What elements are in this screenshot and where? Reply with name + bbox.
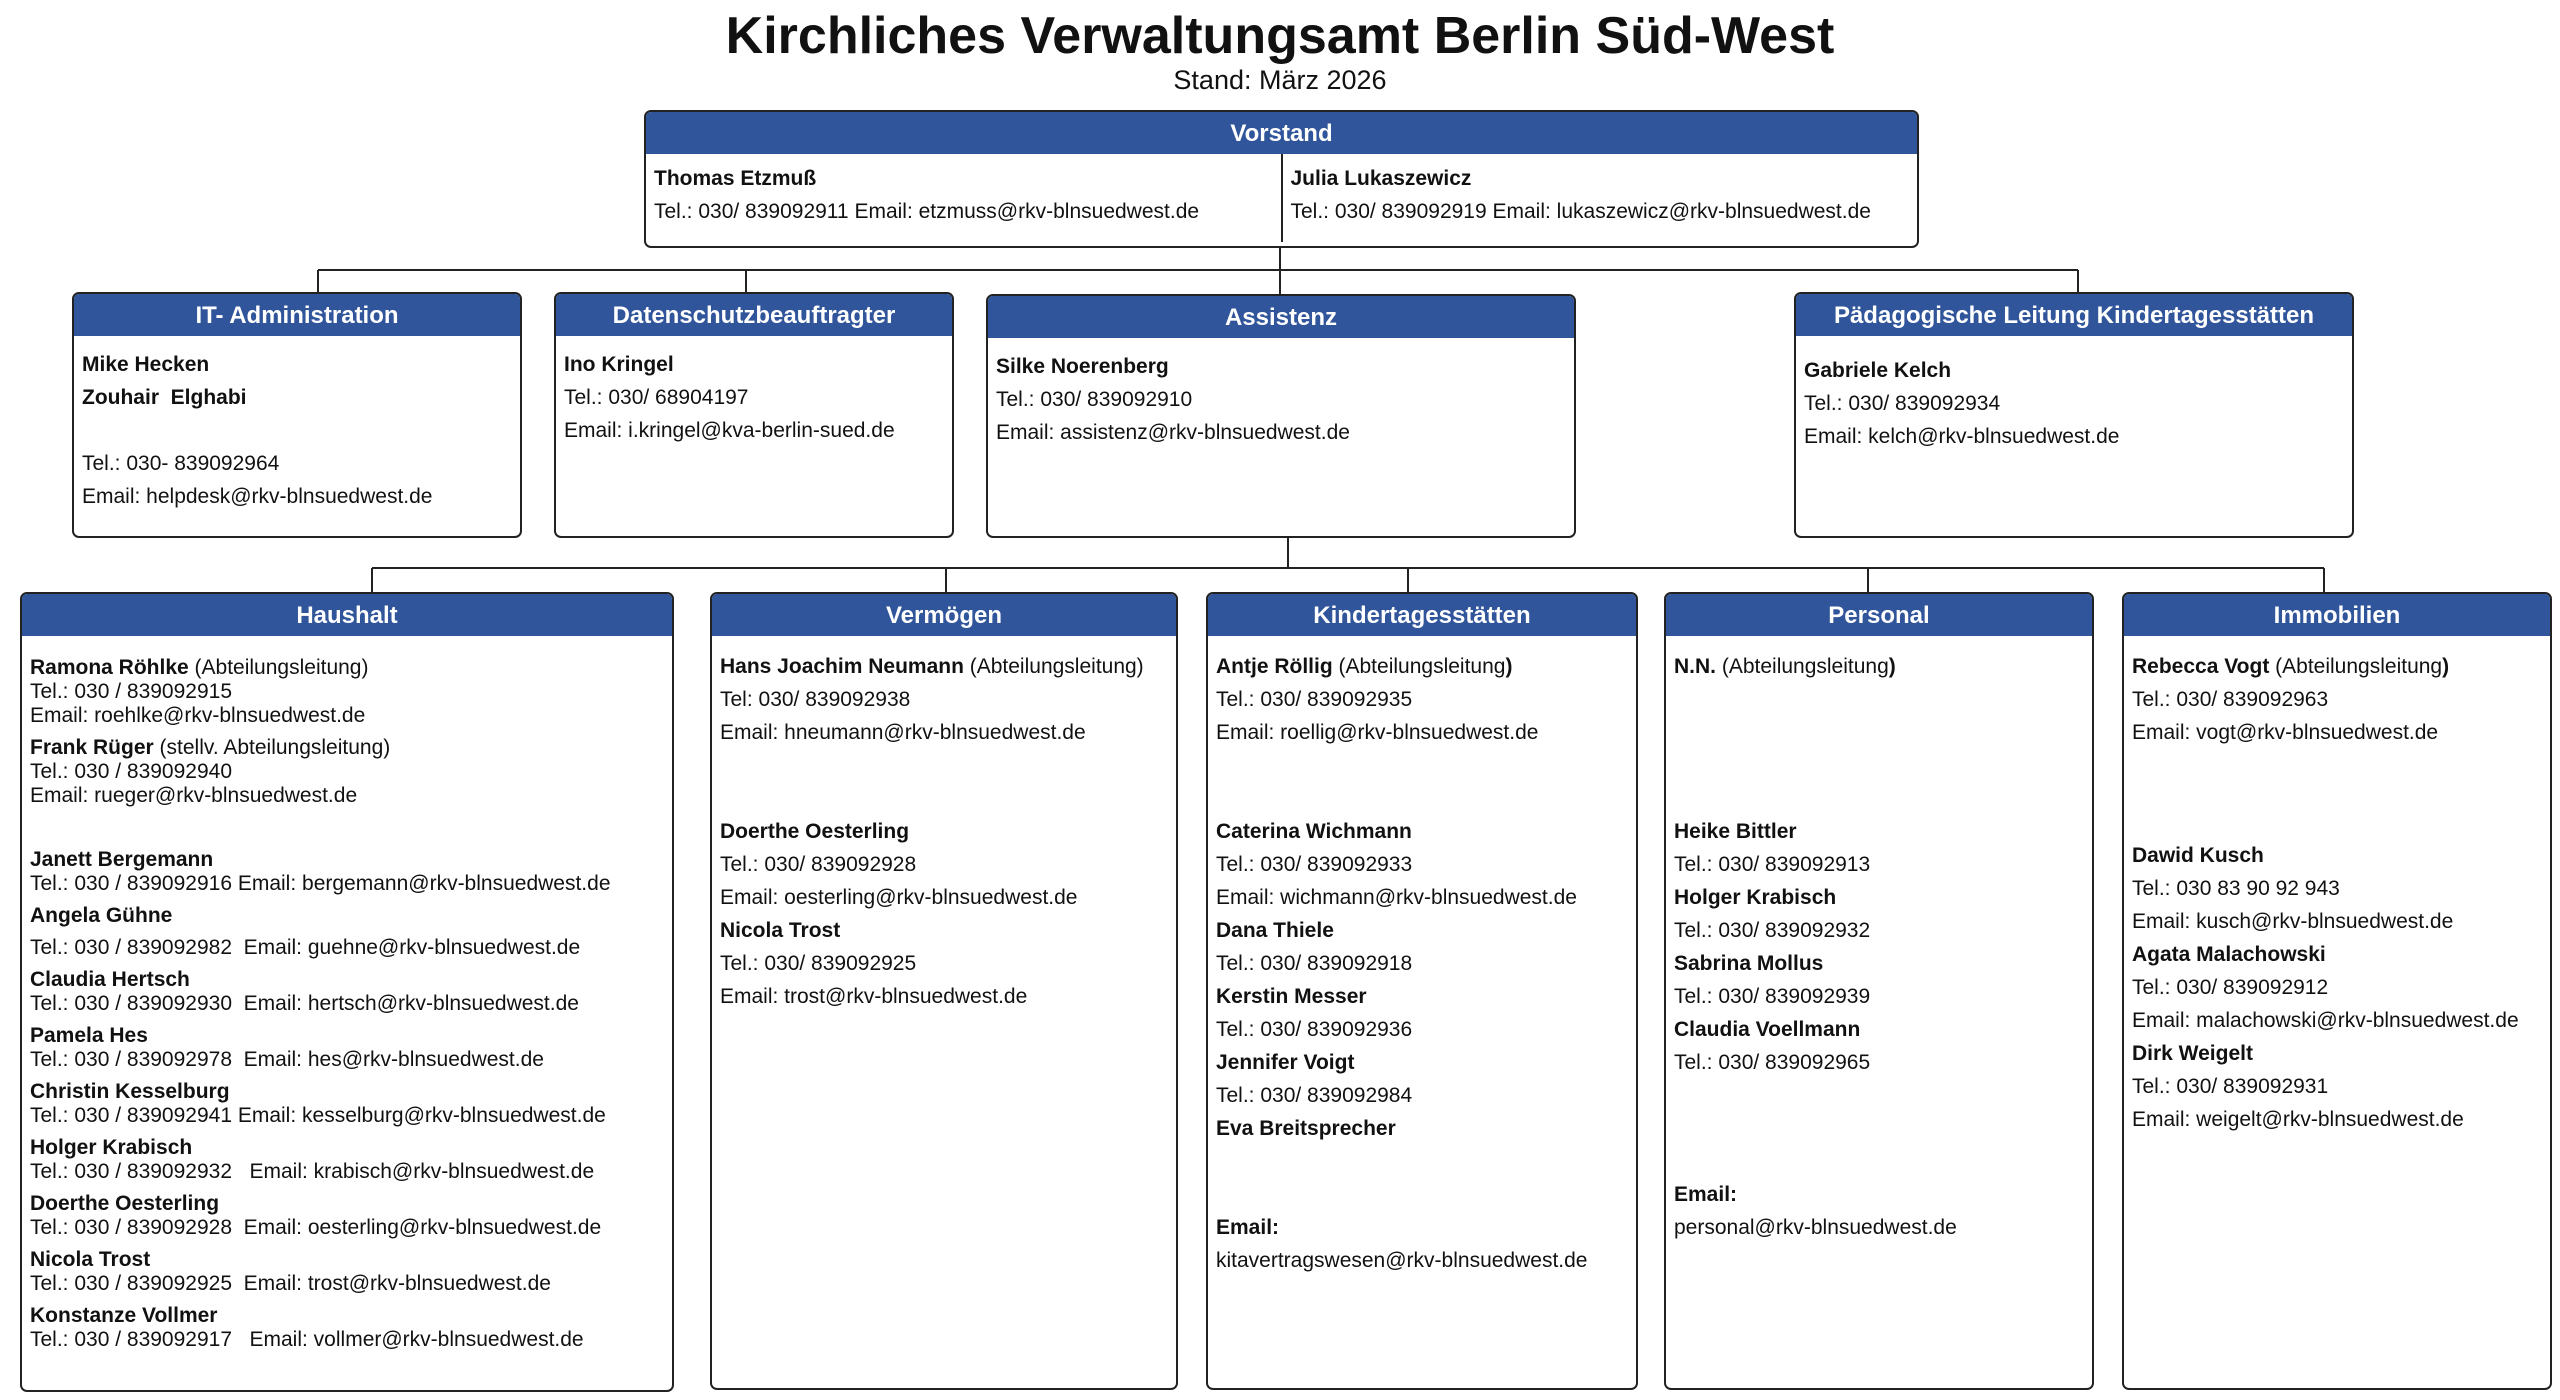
- role-close: ): [1505, 655, 1513, 678]
- paedagogische-leitung-box: [1794, 292, 2354, 538]
- phone: Tel.: 030/ 839092910: [996, 388, 1193, 411]
- kindertagesstaetten-box: [1206, 592, 1638, 1390]
- person-name: Hans Joachim Neumann: [720, 655, 964, 678]
- email: Email: i.kringel@kva-berlin-sued.de: [564, 419, 895, 442]
- contact: Tel.: 030 / 839092941 Email: kesselburg@rkv-blnsuedwest.de: [30, 1104, 606, 1127]
- phone: Tel.: 030/ 839092932: [1674, 919, 1871, 942]
- person-role: (stellv. Abteilungsleitung): [153, 736, 391, 759]
- phone: Tel.: 030/ 839092925: [720, 952, 917, 975]
- email: Email: roellig@rkv-blnsuedwest.de: [1216, 721, 1539, 744]
- person-name: Rebecca Vogt: [2132, 655, 2270, 678]
- person-name: Frank Rüger: [30, 736, 154, 759]
- page-title: Kirchliches Verwaltungsamt Berlin Süd-West: [725, 7, 1835, 65]
- person-name: Doerthe Oesterling: [30, 1192, 220, 1215]
- phone: Tel.: 030/ 839092965: [1674, 1051, 1871, 1074]
- phone: Tel.: 030 / 839092940: [30, 760, 233, 783]
- role-close: ): [1888, 655, 1896, 678]
- phone: Tel.: 030/ 839092913: [1674, 853, 1871, 876]
- person-name: Christin Kesselburg: [30, 1080, 230, 1103]
- person-name: Jennifer Voigt: [1216, 1051, 1355, 1074]
- email-label: Email:: [1216, 1216, 1280, 1239]
- email: Email: hneumann@rkv-blnsuedwest.de: [720, 721, 1086, 744]
- person-name: Dana Thiele: [1216, 919, 1334, 942]
- email: Email: wichmann@rkv-blnsuedwest.de: [1216, 886, 1577, 909]
- person-name: Antje Röllig: [1216, 655, 1333, 678]
- phone: Tel.: 030/ 839092918: [1216, 952, 1413, 975]
- person-name: Agata Malachowski: [2132, 943, 2326, 966]
- email: personal@rkv-blnsuedwest.de: [1674, 1216, 1957, 1239]
- person-name: Angela Gühne: [30, 904, 173, 927]
- person-name: Holger Krabisch: [30, 1136, 193, 1159]
- vorstand-member: [1281, 154, 1918, 242]
- phone: Tel.: 030- 839092964: [82, 452, 280, 475]
- datenschutz-box: [554, 292, 954, 538]
- lead-entry: [720, 650, 1168, 683]
- assistenz-header: Assistenz: [988, 296, 1574, 338]
- kita-header: Kindertagesstätten: [1208, 594, 1636, 636]
- contact: Tel.: 030 / 839092982 Email: guehne@rkv-blnsuedwest.de: [30, 936, 581, 959]
- vorstand-header: Vorstand: [646, 112, 1917, 154]
- person-name: Mike Hecken: [82, 353, 210, 376]
- email: Email: roehlke@rkv-blnsuedwest.de: [30, 704, 366, 727]
- phone: Tel.: 030 / 839092915: [30, 680, 233, 703]
- lead-entry: [1674, 650, 2084, 683]
- contact: Tel.: 030 / 839092916 Email: bergemann@rkv-blnsuedwest.de: [30, 872, 611, 895]
- phone: Tel.: 030/ 839092928: [720, 853, 917, 876]
- haushalt-box: [20, 592, 674, 1392]
- person-name: Silke Noerenberg: [996, 355, 1169, 378]
- personal-box: [1664, 592, 2094, 1390]
- person-name: Konstanze Vollmer: [30, 1304, 218, 1327]
- immobilien-box: [2122, 592, 2552, 1390]
- person-name: Dirk Weigelt: [2132, 1042, 2253, 1065]
- phone: Tel.: 030/ 839092939: [1674, 985, 1871, 1008]
- email: Email: trost@rkv-blnsuedwest.de: [720, 985, 1028, 1008]
- datenschutz-header: Datenschutzbeauftragter: [556, 294, 952, 336]
- phone: Tel.: 030/ 839092936: [1216, 1018, 1413, 1041]
- page-subtitle: Stand: März 2026: [1173, 65, 1387, 95]
- phone: Tel.: 030/ 68904197: [564, 386, 749, 409]
- person-name: Zouhair Elghabi: [82, 386, 247, 409]
- contact: Tel.: 030 / 839092932 Email: krabisch@rkv-blnsuedwest.de: [30, 1160, 595, 1183]
- contact: Tel.: 030 / 839092928 Email: oesterling@rkv-blnsuedwest.de: [30, 1216, 602, 1239]
- contact: Tel.: 030 / 839092978 Email: hes@rkv-blnsuedwest.de: [30, 1048, 544, 1071]
- contact: Tel.: 030 / 839092930 Email: hertsch@rkv-blnsuedwest.de: [30, 992, 579, 1015]
- phone: Tel.: 030/ 839092984: [1216, 1084, 1413, 1107]
- person-name: Dawid Kusch: [2132, 844, 2264, 867]
- person-role: (Abteilungsleitung): [188, 656, 369, 679]
- lead-entry: [30, 736, 664, 760]
- person-name: Caterina Wichmann: [1216, 820, 1412, 843]
- email: Email: kusch@rkv-blnsuedwest.de: [2132, 910, 2454, 933]
- member-contact: Tel.: 030/ 839092911 Email: etzmuss@rkv-blnsuedwest.de: [654, 200, 1200, 223]
- it-header: IT- Administration: [74, 294, 520, 336]
- vermoegen-header: Vermögen: [712, 594, 1176, 636]
- person-name: Holger Krabisch: [1674, 886, 1837, 909]
- email: Email: vogt@rkv-blnsuedwest.de: [2132, 721, 2439, 744]
- phone: Tel.: 030 83 90 92 943: [2132, 877, 2340, 900]
- phone: Tel.: 030/ 839092931: [2132, 1075, 2329, 1098]
- person-name: Janett Bergemann: [30, 848, 214, 871]
- person-name: Nicola Trost: [30, 1248, 151, 1271]
- person-name: Heike Bittler: [1674, 820, 1797, 843]
- person-role: (Abteilungsleitung: [1332, 655, 1506, 678]
- it-administration-box: [72, 292, 522, 538]
- vorstand-member: [646, 154, 1281, 242]
- person-name: Claudia Voellmann: [1674, 1018, 1861, 1041]
- email: Email: oesterling@rkv-blnsuedwest.de: [720, 886, 1078, 909]
- email-label: Email:: [1674, 1183, 1738, 1206]
- phone: Tel.: 030/ 839092963: [2132, 688, 2329, 711]
- member-name: Julia Lukaszewicz: [1290, 167, 1472, 190]
- haushalt-header: Haushalt: [22, 594, 672, 636]
- phone: Tel.: 030/ 839092934: [1804, 392, 2001, 415]
- vorstand-box: [644, 110, 1919, 248]
- role-close: ): [2442, 655, 2450, 678]
- lead-entry: [1216, 650, 1628, 683]
- immobilien-header: Immobilien: [2124, 594, 2550, 636]
- phone: Tel.: 030/ 839092912: [2132, 976, 2329, 999]
- phone: Tel.: 030/ 839092933: [1216, 853, 1413, 876]
- lead-entry: [2132, 650, 2542, 683]
- member-name: Thomas Etzmuß: [654, 167, 817, 190]
- email: Email: kelch@rkv-blnsuedwest.de: [1804, 425, 2120, 448]
- vermoegen-box: [710, 592, 1178, 1390]
- person-name: N.N.: [1674, 655, 1716, 678]
- person-name: Ino Kringel: [564, 353, 674, 376]
- person-name: Claudia Hertsch: [30, 968, 190, 991]
- phone: Tel: 030/ 839092938: [720, 688, 911, 711]
- person-name: Eva Breitsprecher: [1216, 1117, 1396, 1140]
- person-name: Gabriele Kelch: [1804, 359, 1952, 382]
- person-name: Pamela Hes: [30, 1024, 148, 1047]
- person-name: Doerthe Oesterling: [720, 820, 910, 843]
- assistenz-box: [986, 294, 1576, 538]
- person-name: Sabrina Mollus: [1674, 952, 1824, 975]
- paed-header: Pädagogische Leitung Kindertagesstätten: [1796, 294, 2352, 336]
- email: Email: assistenz@rkv-blnsuedwest.de: [996, 421, 1350, 444]
- contact: Tel.: 030 / 839092917 Email: vollmer@rkv-blnsuedwest.de: [30, 1328, 584, 1351]
- email: kitavertragswesen@rkv-blnsuedwest.de: [1216, 1249, 1588, 1272]
- person-name: Kerstin Messer: [1216, 985, 1367, 1008]
- lead-entry: [30, 656, 664, 680]
- contact: Tel.: 030 / 839092925 Email: trost@rkv-blnsuedwest.de: [30, 1272, 551, 1295]
- email: Email: rueger@rkv-blnsuedwest.de: [30, 784, 358, 807]
- email: Email: malachowski@rkv-blnsuedwest.de: [2132, 1009, 2519, 1032]
- person-name: Ramona Röhlke: [30, 656, 189, 679]
- person-role: (Abteilungsleitung: [1716, 655, 1889, 678]
- phone: Tel.: 030/ 839092935: [1216, 688, 1413, 711]
- person-role: (Abteilungsleitung: [2269, 655, 2443, 678]
- person-name: Nicola Trost: [720, 919, 841, 942]
- email: Email: weigelt@rkv-blnsuedwest.de: [2132, 1108, 2464, 1131]
- person-role: (Abteilungsleitung): [963, 655, 1144, 678]
- member-contact: Tel.: 030/ 839092919 Email: lukaszewicz@rkv-blnsuedwest.de: [1290, 200, 1871, 223]
- email: Email: helpdesk@rkv-blnsuedwest.de: [82, 485, 433, 508]
- personal-header: Personal: [1666, 594, 2092, 636]
